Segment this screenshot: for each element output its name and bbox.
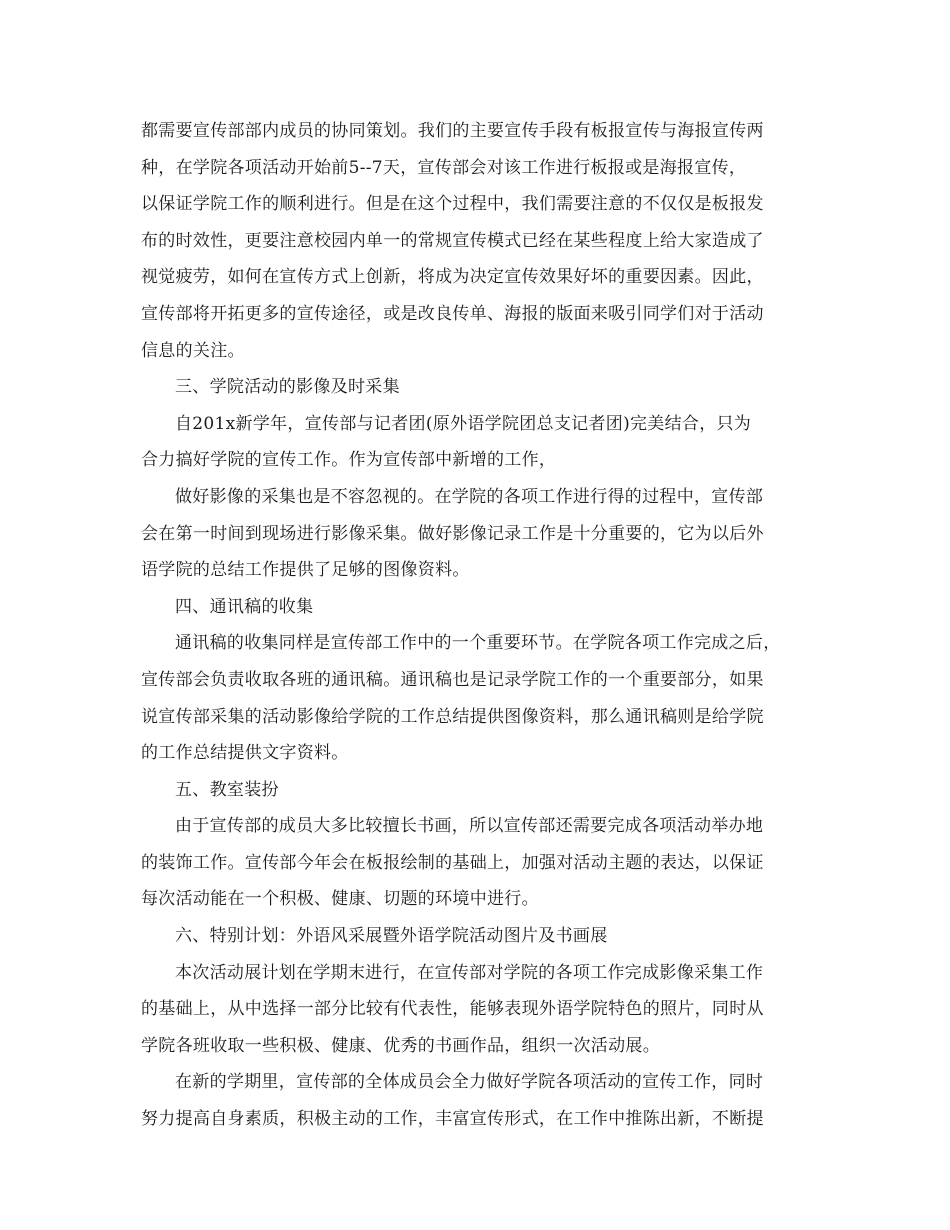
text-line: 合力搞好学院的宣传工作。作为宣传部中新增的工作， (141, 450, 557, 471)
text-line: 的装饰工作。宣传部今年会在板报绘制的基础上，加强对活动主题的表达，以保证 (141, 852, 764, 873)
text-line: 在新的学期里，宣传部的全体成员会全力做好学院各项活动的宣传工作，同时 (175, 1072, 764, 1093)
text-line: 由于宣传部的成员大多比较擅长书画，所以宣传部还需要完成各项活动举办地 (175, 816, 764, 837)
text-line: 六、特别计划：外语风采展暨外语学院活动图片及书画展 (175, 926, 608, 947)
text-line: 四、通讯稿的收集 (175, 596, 314, 617)
text-line: 宣传部会负责收取各班的通讯稿。通讯稿也是记录学院工作的一个重要部分，如果 (141, 669, 764, 690)
text-line: 会在第一时间到现场进行影像采集。做好影像记录工作是十分重要的，它为以后外 (141, 523, 764, 544)
text-line: 做好影像的采集也是不容忽视的。在学院的各项工作进行得的过程中，宣传部 (175, 486, 764, 507)
text-line: 努力提高自身素质，积极主动的工作，丰富宣传形式，在工作中推陈出新，不断提 (141, 1109, 764, 1130)
text-line: 都需要宣传部部内成员的协同策划。我们的主要宣传手段有板报宣传与海报宣传两 (141, 121, 764, 141)
text-line: 种，在学院各项活动开始前5--7天，宣传部会对该工作进行板报或是海报宣传， (141, 157, 747, 178)
text-line: 宣传部将开拓更多的宣传途径，或是改良传单、海报的版面来吸引同学们对于活动 (141, 303, 764, 324)
text-line: 五、教室装扮 (175, 779, 279, 800)
text-line: 每次活动能在一个积极、健康、切题的环境中进行。 (141, 889, 539, 910)
text-line: 本次活动展计划在学期末进行，在宣传部对学院的各项工作完成影像采集工作 (175, 962, 764, 983)
text-line: 学院各班收取一些积极、健康、优秀的书画作品，组织一次活动展。 (141, 1035, 660, 1056)
text-line: 以保证学院工作的顺利进行。但是在这个过程中，我们需要注意的不仅仅是板报发 (141, 194, 764, 215)
text-line: 三、学院活动的影像及时采集 (175, 377, 400, 398)
document-body (141, 113, 821, 1138)
text-line: 自201x新学年，宣传部与记者团(原外语学院团总支记者团)完美结合，只为 (175, 413, 752, 434)
text-line: 信息的关注。 (141, 340, 245, 361)
text-line: 通讯稿的收集同样是宣传部工作中的一个重要环节。在学院各项工作完成之后， (175, 633, 781, 654)
text-line: 视觉疲劳，如何在宣传方式上创新，将成为决定宣传效果好坏的重要因素。因此， (141, 267, 764, 288)
text-line: 布的时效性，更要注意校园内单一的常规宣传模式已经在某些程度上给大家造成了 (141, 230, 764, 251)
text-line: 的基础上，从中选择一部分比较有代表性，能够表现外语学院特色的照片，同时从 (141, 999, 764, 1020)
text-line: 的工作总结提供文字资料。 (141, 743, 349, 764)
text-line: 说宣传部采集的活动影像给学院的工作总结提供图像资料，那么通讯稿则是给学院 (141, 706, 764, 727)
text-line: 语学院的总结工作提供了足够的图像资料。 (141, 560, 470, 581)
